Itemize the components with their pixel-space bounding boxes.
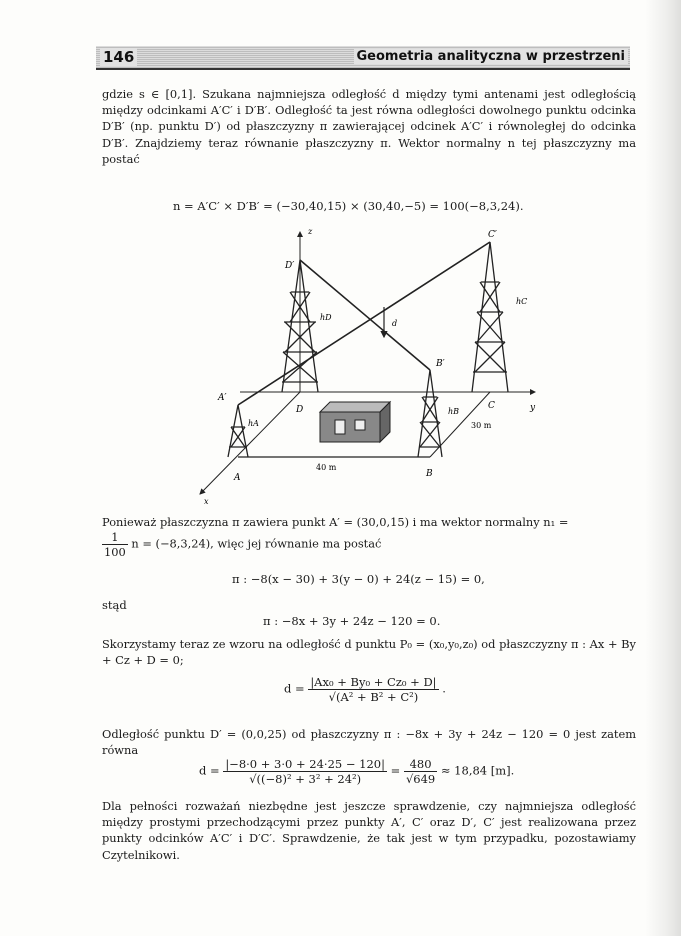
label-A: A xyxy=(234,473,241,483)
fraction-one-hundredth: $\frac{1}{100}$ xyxy=(104,530,126,559)
page-edge-shadow xyxy=(645,0,681,936)
plane-equation-2: π : −8x + 3y + 24z − 120 = 0. xyxy=(263,614,441,628)
closing-paragraph: Dla pełności rozważań niezbędne jest jeszcze sprawdzenie, czy najmniejsza odległość między prostymi przechodzącymi przez punkty A′, C′ oraz D′, C′ jest realizowana przez punkty odcinków A′C′ i D′C′. Sprawdzenie, że tak jest w tym przypadku, pozostawiamy Czytelnikowi. xyxy=(102,799,636,862)
label-d: d xyxy=(392,319,398,328)
x-axis xyxy=(200,392,300,494)
house xyxy=(320,402,390,442)
label-C-prime: C′ xyxy=(488,230,497,240)
tower-B xyxy=(418,370,442,457)
segment-A-C xyxy=(238,242,490,405)
stad-word: stąd xyxy=(102,598,127,612)
x-label: x xyxy=(204,497,209,506)
chapter-title: Geometria analityczna w przestrzeni xyxy=(354,49,628,64)
label-30m: 30 m xyxy=(471,421,492,430)
y-label: y xyxy=(530,403,536,413)
label-B-prime: B′ xyxy=(436,359,445,369)
label-B: B xyxy=(426,469,433,479)
result-formula: d = $\frac{|-8\cdot 0 + 3\cdot 0 + 24\cdot 25 - 120|}{\text{√((−8)² + 3² + 24²)}}$ = $\frac{480}{√649}$ ≈ 18,84 [m]. xyxy=(199,757,515,786)
normal-vector-equation: n = A′C′ × D′B′ = (−30,40,15) × (30,40,−5) = 100(−8,3,24). xyxy=(173,199,524,213)
antenna-diagram xyxy=(190,222,550,512)
label-D: D xyxy=(296,405,304,415)
distance-formula: d = $\frac{\text{|Ax₀ + By₀ + Cz₀ + D|}}{\text{√(A² + B² + C²)}}$ . xyxy=(284,675,446,704)
label-hB: hB xyxy=(448,407,460,416)
label-A-prime: A′ xyxy=(218,393,227,403)
label-40m: 40 m xyxy=(316,463,337,472)
intro-paragraph: gdzie s ∈ [0,1]. Szukana najmniejsza odległość d między tymi antenami jest odległością między odcinkami A′C′ i D′B′. Odległość ta jest równa odległości dowolnego punktu odcinka D′B′ (np. punktu D′) od płaszczyzny π zawierającej odcinek A′C′ i równoległej do odcinka D′B′. Znajdziemy teraz równanie płaszczyzny π. Wektor normalny n tej płaszczyzny ma postać xyxy=(102,87,636,166)
running-header xyxy=(96,46,630,70)
point-paragraph: Odległość punktu D′ = (0,0,25) od płaszczyzny π : −8x + 3y + 24z − 120 = 0 jest zatem równa xyxy=(102,727,636,758)
z-label: z xyxy=(308,227,313,236)
label-hD: hD xyxy=(320,313,332,322)
plane-paragraph-line1: Ponieważ płaszczyzna π zawiera punkt A′ = (30,0,15) i ma wektor normalny n₁ = xyxy=(102,515,569,529)
label-hA: hA xyxy=(248,419,259,428)
label-C: C xyxy=(488,401,495,411)
label-hC: hC xyxy=(516,297,528,306)
distance-paragraph: Skorzystamy teraz ze wzoru na odległość d punktu P₀ = (x₀,y₀,z₀) od płaszczyzny π : Ax + By + Cz + D = 0; xyxy=(102,637,636,668)
tower-A xyxy=(228,405,248,457)
plane-paragraph-line2: $\frac{1}{100}$ n = (−8,3,24), więc jej równanie ma postać xyxy=(104,530,382,559)
page-number: 146 xyxy=(100,48,137,66)
label-D-prime: D′ xyxy=(285,261,295,271)
tower-C xyxy=(472,242,508,392)
antenna-figure xyxy=(190,222,550,512)
plane-equation-1: π : −8(x − 30) + 3(y − 0) + 24(z − 15) = 0, xyxy=(232,572,485,586)
